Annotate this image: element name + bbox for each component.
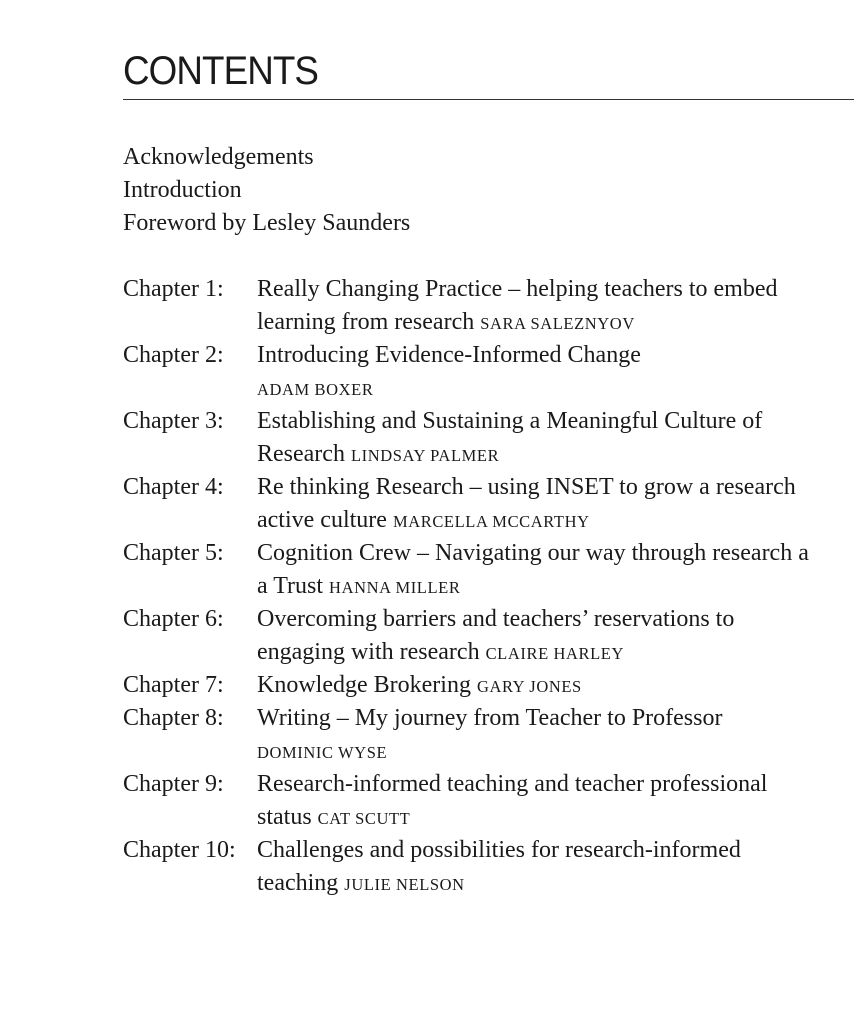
chapter-title-text: Research	[257, 441, 345, 467]
chapter-body	[257, 603, 854, 669]
chapter-title-line	[257, 834, 854, 867]
chapter-title-line	[257, 570, 854, 603]
chapter-entry	[123, 768, 854, 834]
chapter-title-text: a Trust	[257, 573, 324, 599]
chapter-title-text: Knowledge Brokering	[257, 672, 471, 698]
chapter-entry	[123, 669, 854, 702]
chapter-label: Chapter 1:	[123, 276, 224, 302]
chapter-title-text: Cognition Crew – Navigating our way through research a	[257, 540, 809, 566]
chapter-entry	[123, 702, 854, 768]
chapter-author: GARY JONES	[476, 677, 582, 696]
front-matter-item: Foreword by Lesley Saunders	[123, 210, 411, 236]
chapter-title-text: active culture	[257, 507, 387, 533]
chapter-author: CLAIRE HARLEY	[485, 644, 624, 663]
chapter-body	[257, 339, 854, 405]
chapter-title-line	[257, 636, 854, 669]
chapter-title-line	[257, 669, 854, 702]
chapter-title-line	[257, 471, 854, 504]
chapter-title-line	[257, 867, 854, 900]
chapter-title-line	[257, 339, 854, 372]
chapter-author: HANNA MILLER	[329, 578, 461, 597]
chapter-title-text: Overcoming barriers and teachers’ reservations to	[257, 606, 735, 632]
chapter-title-line	[257, 438, 854, 471]
chapter-author-line	[257, 735, 854, 768]
chapter-title-line	[257, 405, 854, 438]
chapter-body	[257, 834, 854, 900]
chapter-list	[123, 273, 854, 900]
chapter-title-text: Challenges and possibilities for research-informed	[257, 837, 741, 863]
chapter-entry	[123, 603, 854, 669]
front-matter-item: Introduction	[123, 177, 242, 203]
front-matter-item: Acknowledgements	[123, 144, 314, 170]
chapter-entry	[123, 339, 854, 405]
chapter-entry	[123, 471, 854, 537]
chapter-title-line	[257, 273, 854, 306]
chapter-author: SARA SALEZNYOV	[480, 314, 635, 333]
chapter-label: Chapter 8:	[123, 705, 224, 731]
chapter-label: Chapter 9:	[123, 771, 224, 797]
chapter-title-text: Introducing Evidence-Informed Change	[257, 342, 641, 368]
chapter-entry	[123, 834, 854, 900]
chapter-author: DOMINIC WYSE	[257, 743, 388, 762]
chapter-label: Chapter 6:	[123, 606, 224, 632]
chapter-title-line	[257, 306, 854, 339]
chapter-author: CAT SCUTT	[317, 809, 411, 828]
chapter-title-text: Establishing and Sustaining a Meaningful Culture of	[257, 408, 763, 434]
chapter-body	[257, 702, 854, 768]
chapter-label: Chapter 5:	[123, 540, 224, 566]
chapter-label: Chapter 4:	[123, 474, 224, 500]
chapter-entry	[123, 405, 854, 471]
chapter-title-text: engaging with research	[257, 639, 480, 665]
chapter-title-text: Re thinking Research – using INSET to grow a research	[257, 474, 796, 500]
chapter-label: Chapter 7:	[123, 672, 224, 698]
chapter-author: ADAM BOXER	[257, 380, 374, 399]
chapter-title-text: Writing – My journey from Teacher to Professor	[257, 705, 723, 731]
front-matter-list	[123, 142, 410, 241]
chapter-label: Chapter 10:	[123, 837, 236, 863]
chapter-title-line	[257, 702, 854, 735]
chapter-label: Chapter 3:	[123, 408, 224, 434]
chapter-author-line	[257, 372, 854, 405]
chapter-entry	[123, 273, 854, 339]
chapter-title-text: Research-informed teaching and teacher professional	[257, 771, 768, 797]
chapter-title-line	[257, 537, 854, 570]
chapter-body	[257, 537, 854, 603]
chapter-title-line	[257, 504, 854, 537]
chapter-body	[257, 768, 854, 834]
chapter-title-text: learning from research	[257, 309, 475, 335]
chapter-title-line	[257, 801, 854, 834]
chapter-title-text: teaching	[257, 870, 339, 896]
chapter-body	[257, 273, 854, 339]
chapter-entry	[123, 537, 854, 603]
chapter-author: JULIE NELSON	[344, 875, 465, 894]
chapter-title-line	[257, 768, 854, 801]
chapter-title-line	[257, 603, 854, 636]
page-title: CONTENTS	[123, 49, 319, 93]
chapter-author: MARCELLA MCCARTHY	[392, 512, 590, 531]
chapter-body	[257, 471, 854, 537]
chapter-label: Chapter 2:	[123, 342, 224, 368]
chapter-author: LINDSAY PALMER	[350, 446, 500, 465]
chapter-body	[257, 669, 854, 702]
chapter-title-text: Really Changing Practice – helping teachers to embed	[257, 276, 778, 302]
title-rule	[123, 99, 854, 100]
chapter-body	[257, 405, 854, 471]
chapter-title-text: status	[257, 804, 312, 830]
